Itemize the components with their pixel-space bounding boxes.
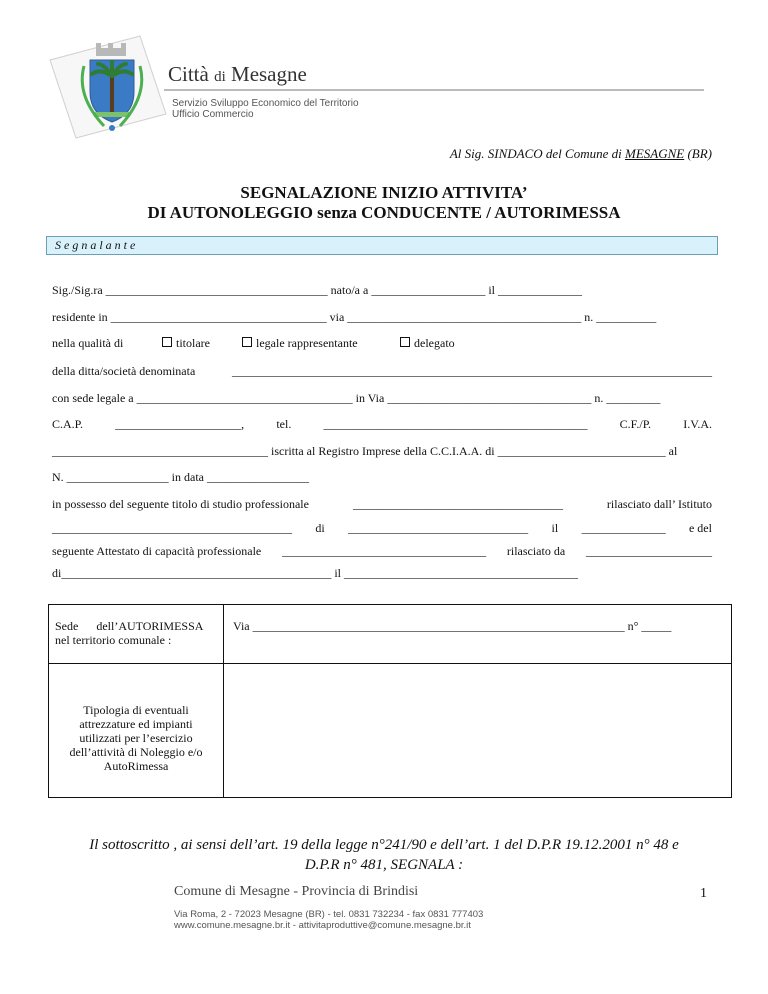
footer-address: Via Roma, 2 - 72023 Mesagne (BR) - tel. 0831 732234 - fax 0831 777403 xyxy=(174,909,484,920)
service-line2: Ufficio Commercio xyxy=(172,109,254,120)
certificate-label: seguente Attestato di capacità professionale xyxy=(52,544,262,558)
cap-blank[interactable]: _____________________, xyxy=(115,417,245,431)
tipologia-value-area[interactable] xyxy=(225,665,729,795)
sede-value[interactable]: Via ______________________________________________________________ n° _____ xyxy=(233,619,672,633)
document-title-line2: DI AUTONOLEGGIO senza CONDUCENTE / AUTORIMESSA xyxy=(147,203,621,222)
header xyxy=(44,30,724,140)
form-line-certificate[interactable] xyxy=(52,544,712,559)
form-line-study-title[interactable] xyxy=(52,497,712,512)
cap-label: C.A.P. xyxy=(52,417,84,431)
legale-checkbox[interactable] xyxy=(242,337,252,347)
addressee-post: (BR) xyxy=(684,146,712,161)
form-line-name-birth[interactable]: Sig./Sig.ra _____________________________________ nato/a a ___________________ il ______________ xyxy=(52,283,582,297)
form-line-role xyxy=(52,336,123,351)
city-di: di xyxy=(214,69,226,85)
activity-table xyxy=(48,604,732,798)
issued-by-blank[interactable]: _____________________ xyxy=(585,544,712,558)
form-line-residence[interactable]: residente in ____________________________________ via _______________________________________ n. __________ xyxy=(52,310,657,324)
form-line-number-date[interactable]: N. _________________ in data _________________ xyxy=(52,470,309,484)
tipologia-line2: attrezzature ed impianti xyxy=(79,717,193,731)
footer-org: Comune di Mesagne - Provincia di Brindisi xyxy=(174,884,419,899)
form-line-registry[interactable]: ____________________________________ iscritta al Registro Imprese della C.C.I.A.A. di ____________________________ al xyxy=(52,444,678,458)
document-title-line1: SEGNALAZIONE INIZIO ATTIVITA’ xyxy=(240,183,528,202)
company-blank[interactable]: ________________________________________________________________________________ xyxy=(232,364,712,378)
statement-line2: D.P.R n° 481, SEGNALA : xyxy=(304,857,464,873)
option-delegato[interactable] xyxy=(400,336,455,351)
di-blank[interactable]: ______________________________ xyxy=(348,521,529,535)
legale-label: legale rappresentante xyxy=(256,336,358,350)
form-line-company[interactable] xyxy=(52,364,712,379)
sede-label-line2: nel territorio comunale : xyxy=(55,633,172,647)
tipologia-label xyxy=(49,703,223,773)
issued-by-label: rilasciato da xyxy=(506,544,566,558)
tipologia-line3: utilizzati per l’esercizio xyxy=(79,731,193,745)
iva-label: I.V.A. xyxy=(683,417,712,431)
form-line-legal-seat[interactable]: con sede legale a ____________________________________ in Via __________________________________ n. _________ xyxy=(52,391,661,405)
footer-page-number: 1 xyxy=(700,886,707,901)
addressee-place: MESAGNE xyxy=(624,146,685,161)
tipologia-line4: dell’attività di Noleggio e/o xyxy=(69,745,203,759)
institute-label: rilasciato dall’ Istituto xyxy=(606,497,712,511)
table-horizontal-divider xyxy=(49,663,731,664)
tipologia-line5: AutoRimessa xyxy=(103,759,169,773)
sede-label xyxy=(55,619,203,647)
statement-line1: Il sottoscritto , ai sensi dell’art. 19 della legge n°241/90 e dell’art. 1 del D.P.R 19.12.2001 n° 48 e xyxy=(89,837,679,853)
city-title xyxy=(168,62,307,87)
option-legale-rappresentante[interactable] xyxy=(242,336,358,351)
option-titolare[interactable] xyxy=(162,336,210,351)
form-line-cap-tel[interactable] xyxy=(52,417,712,432)
sede-label-line1: Sede dell’AUTORIMESSA xyxy=(55,619,204,633)
footer-web: www.comune.mesagne.br.it - attivitaproduttive@comune.mesagne.br.it xyxy=(174,920,471,931)
table-vertical-divider xyxy=(223,605,224,797)
addressee-line xyxy=(450,146,712,162)
study-label: in possesso del seguente titolo di studio professionale xyxy=(52,497,309,511)
certificate-blank[interactable]: __________________________________ xyxy=(282,544,487,558)
study-blank[interactable]: ___________________________________ xyxy=(352,497,563,511)
e-del-label: e del xyxy=(688,521,712,535)
company-label: della ditta/società denominata xyxy=(52,364,196,378)
delegato-label: delegato xyxy=(414,336,455,350)
form-line-cert-place-date[interactable]: di_____________________________________________ il _______________________________________ xyxy=(52,566,579,580)
tipologia-line1: Tipologia di eventuali xyxy=(83,703,189,717)
il-blank[interactable]: ______________ xyxy=(581,521,666,535)
cf-label: C.F./P. xyxy=(619,417,652,431)
addressee-pre: Al Sig. SINDACO del Comune di xyxy=(449,146,625,161)
di-label: di xyxy=(315,521,325,535)
il-label: il xyxy=(551,521,559,535)
delegato-checkbox[interactable] xyxy=(400,337,410,347)
section-label: S e g n a l a n t e xyxy=(55,238,136,252)
form-line-institute[interactable] xyxy=(52,521,712,536)
city-coat-of-arms-icon xyxy=(44,30,174,140)
service-line1: Servizio Sviluppo Economico del Territorio xyxy=(172,98,359,109)
titolare-label: titolare xyxy=(176,336,210,350)
tel-blank[interactable]: ____________________________________________ xyxy=(323,417,588,431)
role-label: nella qualità di xyxy=(52,336,124,350)
header-rule xyxy=(164,89,704,91)
section-header xyxy=(46,236,718,255)
titolare-checkbox[interactable] xyxy=(162,337,172,347)
institute-blank[interactable]: ________________________________________ xyxy=(52,521,292,535)
tel-label: tel. xyxy=(276,417,292,431)
city-prefix: Città xyxy=(168,62,209,86)
city-name: Mesagne xyxy=(231,62,307,86)
